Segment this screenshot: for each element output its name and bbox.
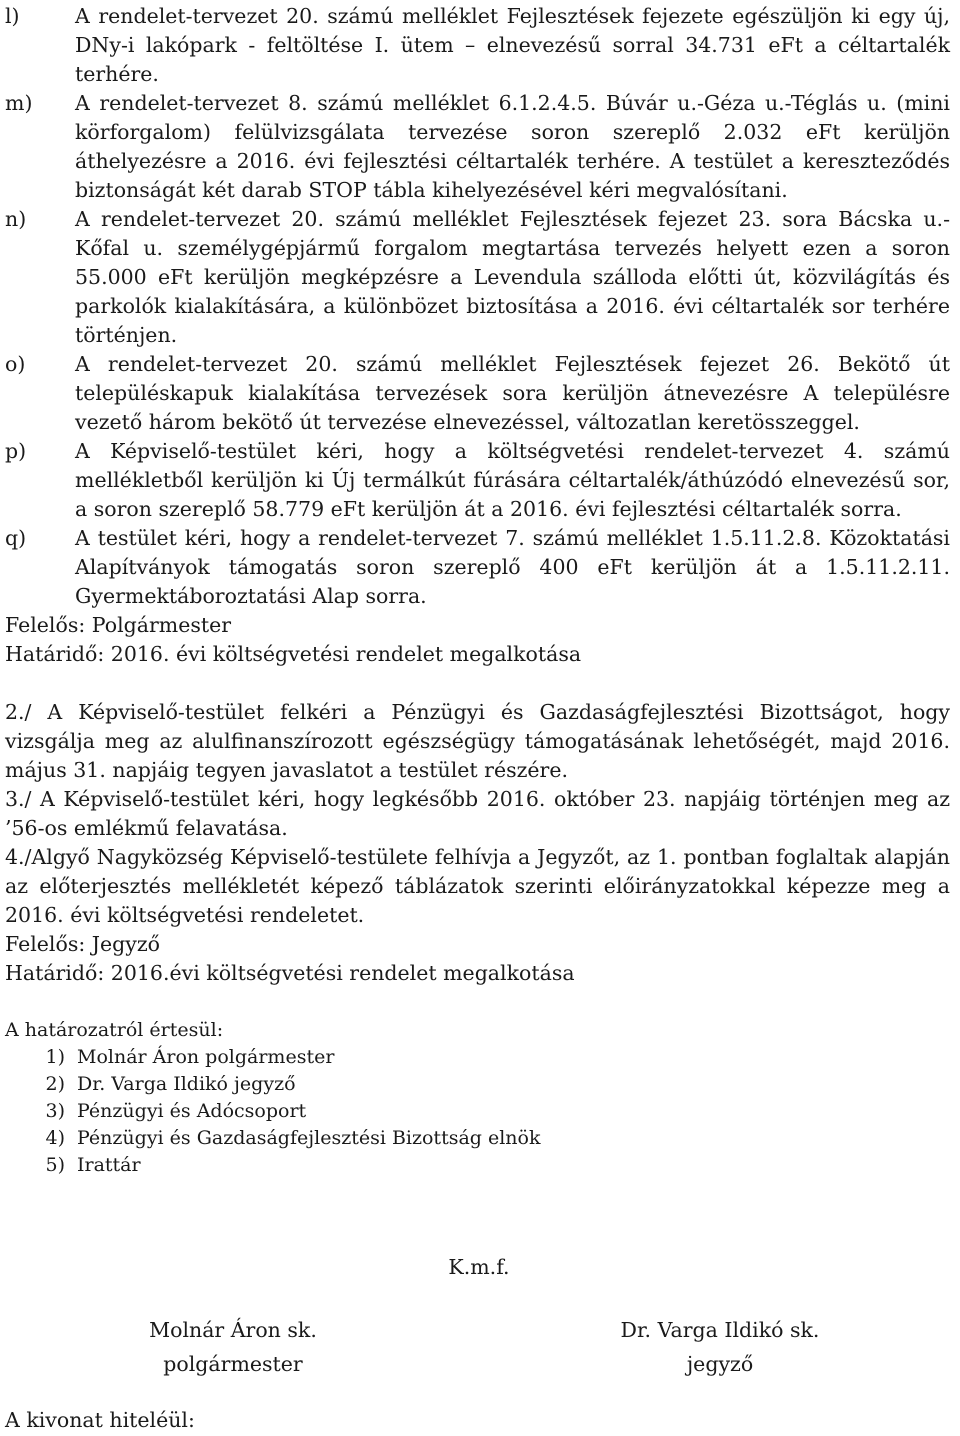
deadline-line-1: Határidő: 2016. évi költségvetési rendelet megalkotása bbox=[5, 642, 582, 666]
list-item-text: A rendelet-tervezet 20. számú melléklet Fejlesztések fejezet 23. sora Bácska u.-Kőfal u. személygépjármű forgalom megtartása tervezés helyett ezen a soron 55.000 eFt kerüljön megképzésre a Levendula szálloda előtti út, közvilágítás és parkolók kialakítására, a különbözet biztosítása a 2016. évi céltartalék sor terhére történjen. bbox=[75, 207, 950, 347]
list-item-text: A rendelet-tervezet 20. számú melléklet Fejlesztések fejezet 26. Bekötő út településkapuk kialakítása tervezések sora kerüljön átnevezésre A településre vezető három bekötő út tervezése elnevezéssel, változatlan keretösszeggel. bbox=[75, 352, 950, 434]
list-item-text: A rendelet-tervezet 8. számú melléklet 6.1.2.4.5. Búvár u.-Géza u.-Téglás u. (mini körforgalom) felülvizsgálata tervezése soron szereplő 2.032 eFt kerüljön áthelyezésre a 2016. évi fejlesztési céltartalék terhére. A testület a kereszteződés biztonságát két darab STOP tábla kihelyezésével kéri megvalósítani. bbox=[75, 91, 950, 202]
certification-footer: A kivonat hiteléül: bbox=[5, 1408, 195, 1432]
list-item bbox=[5, 89, 950, 205]
notify-number: 5) bbox=[45, 1154, 65, 1176]
list-item bbox=[5, 1125, 950, 1152]
notify-recipient: Molnár Áron polgármester bbox=[77, 1046, 335, 1068]
notify-title: A határozatról értesül: bbox=[5, 1019, 224, 1041]
list-item bbox=[5, 2, 950, 89]
notify-number: 4) bbox=[45, 1127, 65, 1149]
list-item-marker: m) bbox=[5, 91, 33, 115]
list-item bbox=[5, 524, 950, 611]
notify-number: 3) bbox=[45, 1100, 65, 1122]
responsible-line-2: Felelős: Jegyző bbox=[5, 932, 160, 956]
list-item bbox=[5, 205, 950, 350]
list-item-text: A testület kéri, hogy a rendelet-tervezet 7. számú melléklet 1.5.11.2.8. Közoktatási Alapítványok támogatás soron szereplő 400 eFt kerüljön át a 1.5.11.2.11. Gyermektáboroztatási Alap sorra. bbox=[75, 526, 950, 608]
kmf-text: K.m.f. bbox=[448, 1255, 510, 1279]
signature-name: Dr. Varga Ildikó sk. bbox=[620, 1318, 820, 1342]
list-item-marker: q) bbox=[5, 526, 27, 550]
notify-number: 2) bbox=[45, 1073, 65, 1095]
spacer bbox=[5, 669, 950, 698]
list-item bbox=[5, 350, 950, 437]
list-item-marker: p) bbox=[5, 439, 27, 463]
deadline-line-2: Határidő: 2016.évi költségvetési rendelet megalkotása bbox=[5, 961, 575, 985]
list-item bbox=[5, 1044, 950, 1071]
list-item-marker: l) bbox=[5, 4, 20, 28]
list-item-text: A rendelet-tervezet 20. számú melléklet Fejlesztések fejezete egészüljön ki egy új, DNy-i lakópark - feltöltése I. ütem – elnevezésű sorral 34.731 eFt a céltartalék terhére. bbox=[75, 4, 950, 86]
paragraph-3: 3./ A Képviselő-testület kéri, hogy legkésőbb 2016. október 23. napjáig történjen meg az ’56-os emlékmű felavatása. bbox=[5, 787, 950, 840]
responsible-line-1: Felelős: Polgármester bbox=[5, 613, 232, 637]
kmf-label bbox=[0, 1253, 960, 1282]
notify-number: 1) bbox=[45, 1046, 65, 1068]
notify-recipient: Irattár bbox=[77, 1154, 141, 1176]
notify-recipient: Pénzügyi és Adócsoport bbox=[77, 1100, 307, 1122]
notify-recipient: Dr. Varga Ildikó jegyző bbox=[77, 1073, 296, 1095]
list-item bbox=[5, 437, 950, 524]
signature-name: Molnár Áron sk. bbox=[149, 1318, 317, 1342]
list-item bbox=[5, 1098, 950, 1125]
resolution-item-list bbox=[5, 2, 950, 611]
paragraph-4: 4./Algyő Nagyközség Képviselő-testülete felhívja a Jegyzőt, az 1. pontban foglaltak alapján az előterjesztés mellékletét képező táblázatok szerinti előirányzatokkal képezze meg a 2016. évi költségvetési rendeletet. bbox=[5, 845, 950, 927]
list-item bbox=[5, 1152, 950, 1179]
signature-block-notary bbox=[600, 1313, 840, 1381]
notify-recipient: Pénzügyi és Gazdaságfejlesztési Bizottság elnök bbox=[77, 1127, 541, 1149]
signature-title: jegyző bbox=[686, 1352, 754, 1376]
paragraph-2: 2./ A Képviselő-testület felkéri a Pénzügyi és Gazdaságfejlesztési Bizottságot, hogy vizsgálja meg az alulfinanszírozott egészségügy támogatásának lehetőségét, majd 2016. május 31. napjáig tegyen javaslatot a testület részére. bbox=[5, 700, 950, 782]
list-item-marker: o) bbox=[5, 352, 26, 376]
signature-title: polgármester bbox=[163, 1352, 303, 1376]
notify-list bbox=[5, 1044, 950, 1179]
list-item bbox=[5, 1071, 950, 1098]
list-item-marker: n) bbox=[5, 207, 27, 231]
signature-block-mayor bbox=[118, 1313, 348, 1381]
list-item-text: A Képviselő-testület kéri, hogy a költségvetési rendelet-tervezet 4. számú mellékletből kerüljön ki Új termálkút fúrására céltartalék/áthúzódó elnevezésű sor, a soron szereplő 58.779 eFt kerüljön át a 2016. évi fejlesztési céltartalék sorra. bbox=[75, 439, 950, 521]
